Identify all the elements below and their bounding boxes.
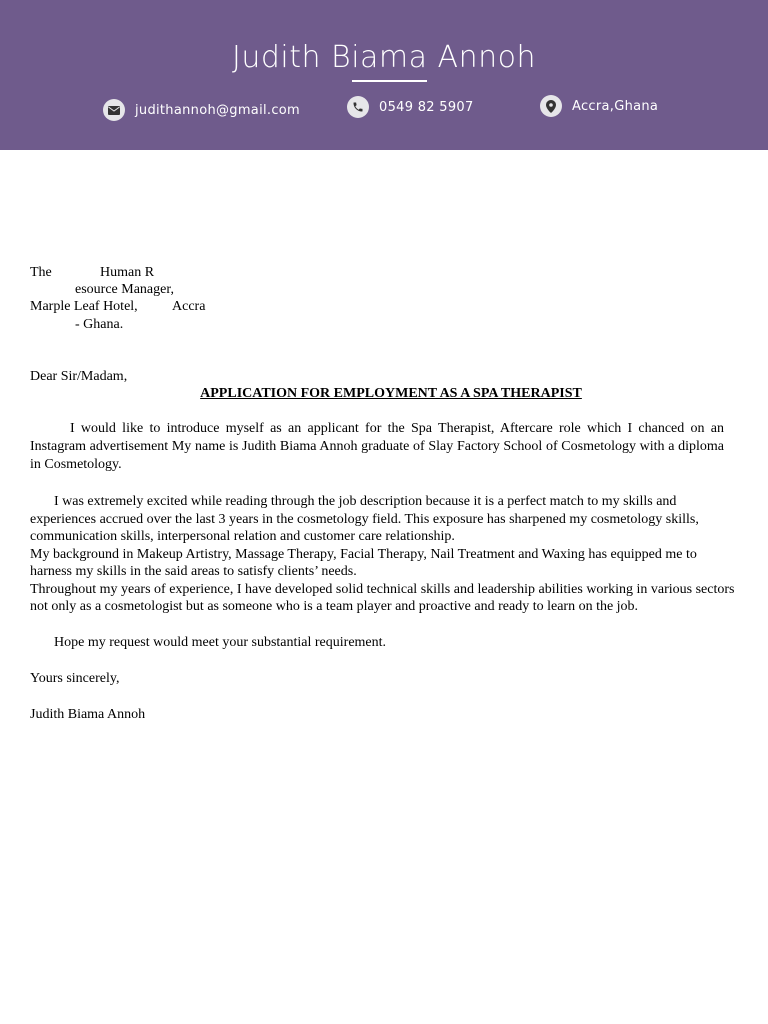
paragraph-line: My background in Makeup Artistry, Massage Therapy, Facial Therapy, Nail Treatment and Waxing has equipped me to [30,546,697,562]
candidate-name: Judith Biama Annoh [232,40,536,75]
paragraph-experience [30,493,750,616]
paragraph-line: communication skills, interpersonal relation and customer care relationship. [30,529,455,544]
header-banner [0,0,768,150]
address-line4: - Ghana. [75,317,124,332]
location-text: Accra,Ghana [572,98,659,114]
name-underline [352,80,427,82]
address-line2: esource Manager, [75,282,174,297]
salutation: Dear Sir/Madam, [30,369,128,384]
paragraph-hope: Hope my request would meet your substantial requirement. [54,635,387,650]
email-text[interactable]: judithannoh@gmail.com [135,102,300,118]
phone-text: 0549 82 5907 [379,99,474,115]
paragraph-line: Throughout my years of experience, I have developed solid technical skills and leadership abilities working in various sectors [30,581,735,597]
letter-subject: APPLICATION FOR EMPLOYMENT AS A SPA THERAPIST [200,386,582,401]
address-line1-a: The [30,265,52,280]
signature-name: Judith Biama Annoh [30,707,146,722]
address-line1-b: Human R [100,265,155,280]
paragraph-line: not only as a cosmetologist but as someone who is a team player and proactive and ready to learn on the job. [30,599,639,614]
closing: Yours sincerely, [30,671,120,686]
paragraph-line: I was extremely excited while reading through the job description because it is a perfect match to my skills and [54,494,677,509]
phone-icon [347,96,369,118]
paragraph-intro: I would like to introduce myself as an applicant for the Spa Therapist, Aftercare role which I chanced on an Instagram advertisement My name is Judith Biama Annoh graduate of Slay Factory School of Cosmetology with a diploma in Cosmetology. [30,421,724,472]
contact-email [103,99,300,121]
paragraph-line: harness my skills in the said areas to satisfy clients’ needs. [30,564,357,579]
contact-location [540,95,658,117]
paragraph-line: experiences accrued over the last 3 years in the cosmetology field. This exposure has sharpened my cosmetology skills, [30,511,699,527]
address-line3-b: Accra [172,299,206,314]
address-line3-a: Marple Leaf Hotel, [30,299,138,314]
map-pin-icon [540,95,562,117]
envelope-icon [103,99,125,121]
contact-phone [347,96,474,118]
